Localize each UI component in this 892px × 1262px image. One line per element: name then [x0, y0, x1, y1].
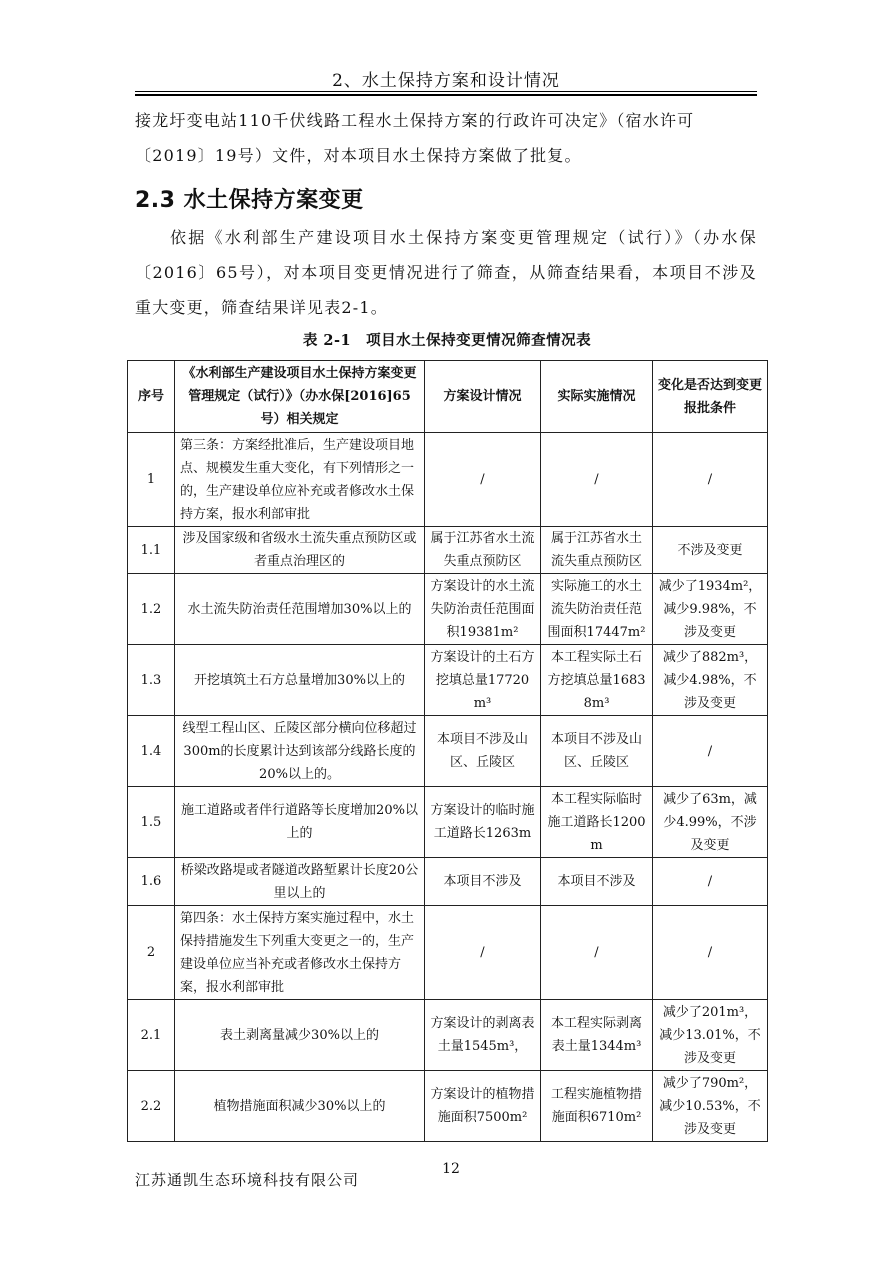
- row-no: 1.6: [128, 858, 175, 906]
- row-actual: 本工程实际剥离表土量1344m³: [541, 1000, 653, 1071]
- row-no: 2.1: [128, 1000, 175, 1071]
- row-result: /: [653, 716, 768, 787]
- header-rule: 《水利部生产建设项目水土保持方案变更管理规定（试行）》（办水保[2016]65号）相关规定: [175, 361, 425, 433]
- table-row: [128, 716, 768, 787]
- row-rule: 植物措施面积减少30%以上的: [175, 1071, 425, 1142]
- row-design: /: [425, 433, 541, 527]
- row-actual: 实际施工的水土流失防治责任范围面积17447m²: [541, 574, 653, 645]
- row-actual: 工程实施植物措施面积6710m²: [541, 1071, 653, 1142]
- row-result: 减少了63m，减少4.99%，不涉及变更: [653, 787, 768, 858]
- row-actual: /: [541, 433, 653, 527]
- section-heading: 2.3 水土保持方案变更: [135, 188, 364, 213]
- change-screening-table: [127, 360, 768, 1142]
- row-design: 属于江苏省水土流失重点预防区: [425, 527, 541, 574]
- row-design: 方案设计的水土流失防治责任范围面积19381m²: [425, 574, 541, 645]
- table-caption: 表 2-1 项目水土保持变更情况筛查情况表: [302, 332, 592, 349]
- row-actual: 本项目不涉及山区、丘陵区: [541, 716, 653, 787]
- row-design: 方案设计的剥离表土量1545m³，: [425, 1000, 541, 1071]
- row-no: 1.3: [128, 645, 175, 716]
- row-design: 方案设计的临时施工道路长1263m: [425, 787, 541, 858]
- page-header-title: 2、水土保持方案和设计情况: [332, 71, 560, 91]
- row-rule: 水土流失防治责任范围增加30%以上的: [175, 574, 425, 645]
- table-row: [128, 1071, 768, 1142]
- row-result: /: [653, 906, 768, 1000]
- header-result: 变化是否达到变更报批条件: [653, 361, 768, 433]
- row-result: 减少了201m³，减少13.01%，不涉及变更: [653, 1000, 768, 1071]
- row-no: 1.1: [128, 527, 175, 574]
- row-design: /: [425, 906, 541, 1000]
- row-result: /: [653, 858, 768, 906]
- row-design: 本项目不涉及山区、丘陵区: [425, 716, 541, 787]
- row-result: 减少了1934m²，减少9.98%，不涉及变更: [653, 574, 768, 645]
- row-result: 不涉及变更: [653, 527, 768, 574]
- row-actual: 本工程实际土石方挖填总量16838m³: [541, 645, 653, 716]
- row-rule: 桥梁改路堤或者隧道改路堑累计长度20公里以上的: [175, 858, 425, 906]
- table-row: [128, 906, 768, 1000]
- row-no: 2.2: [128, 1071, 175, 1142]
- row-no: 1.5: [128, 787, 175, 858]
- row-no: 2: [128, 906, 175, 1000]
- table-row: [128, 433, 768, 527]
- header-design: 方案设计情况: [425, 361, 541, 433]
- table-row: [128, 787, 768, 858]
- row-actual: 属于江苏省水土流失重点预防区: [541, 527, 653, 574]
- row-rule: 施工道路或者伴行道路等长度增加20%以上的: [175, 787, 425, 858]
- row-design: 方案设计的植物措施面积7500m²: [425, 1071, 541, 1142]
- row-rule: 涉及国家级和省级水土流失重点预防区或者重点治理区的: [175, 527, 425, 574]
- header-no: 序号: [128, 361, 175, 433]
- row-result: /: [653, 433, 768, 527]
- header-rule-thick: [135, 94, 757, 96]
- row-design: 方案设计的土石方挖填总量17720m³: [425, 645, 541, 716]
- table-row: [128, 574, 768, 645]
- row-no: 1: [128, 433, 175, 527]
- row-rule: 第三条：方案经批准后，生产建设项目地点、规模发生重大变化，有下列情形之一的，生产建设单位应补充或者修改水土保持方案，报水利部审批: [175, 433, 425, 527]
- row-no: 1.4: [128, 716, 175, 787]
- header-actual: 实际实施情况: [541, 361, 653, 433]
- row-actual: 本工程实际临时施工道路长1200m: [541, 787, 653, 858]
- row-result: 减少了882m³，减少4.98%，不涉及变更: [653, 645, 768, 716]
- intro-line-1: 接龙圩变电站110千伏线路工程水土保持方案的行政许可决定》（宿水许可: [135, 111, 695, 130]
- row-rule: 表土剥离量减少30%以上的: [175, 1000, 425, 1071]
- row-result: 减少了790m²，减少10.53%，不涉及变更: [653, 1071, 768, 1142]
- table-row: [128, 858, 768, 906]
- footer-company-name: 江苏通凯生态环境科技有限公司: [135, 1171, 360, 1189]
- intro-paragraph: [135, 103, 757, 173]
- row-rule: 第四条：水土保持方案实施过程中，水土保持措施发生下列重大变更之一的，生产建设单位应当补充或者修改水土保持方案，报水利部审批: [175, 906, 425, 1000]
- row-rule: 开挖填筑土石方总量增加30%以上的: [175, 645, 425, 716]
- row-rule: 线型工程山区、丘陵区部分横向位移超过300m的长度累计达到该部分线路长度的20%以上的。: [175, 716, 425, 787]
- header-rule-thin: [135, 91, 757, 92]
- intro-line-2: 〔2019〕19号）文件，对本项目水土保持方案做了批复。: [135, 146, 582, 165]
- row-design: 本项目不涉及: [425, 858, 541, 906]
- row-actual: 本项目不涉及: [541, 858, 653, 906]
- table-row: [128, 645, 768, 716]
- section-body: [135, 220, 757, 325]
- page-number: 12: [442, 1161, 460, 1177]
- row-actual: /: [541, 906, 653, 1000]
- table-header-row: [128, 361, 768, 433]
- table-row: [128, 527, 768, 574]
- section-body-text: 依据《水利部生产建设项目水土保持方案变更管理规定（试行）》（办水保〔2016〕65号），对本项目变更情况进行了筛查，从筛查结果看，本项目不涉及重大变更，筛查结果详见表2-1。: [135, 228, 757, 317]
- row-no: 1.2: [128, 574, 175, 645]
- table-row: [128, 1000, 768, 1071]
